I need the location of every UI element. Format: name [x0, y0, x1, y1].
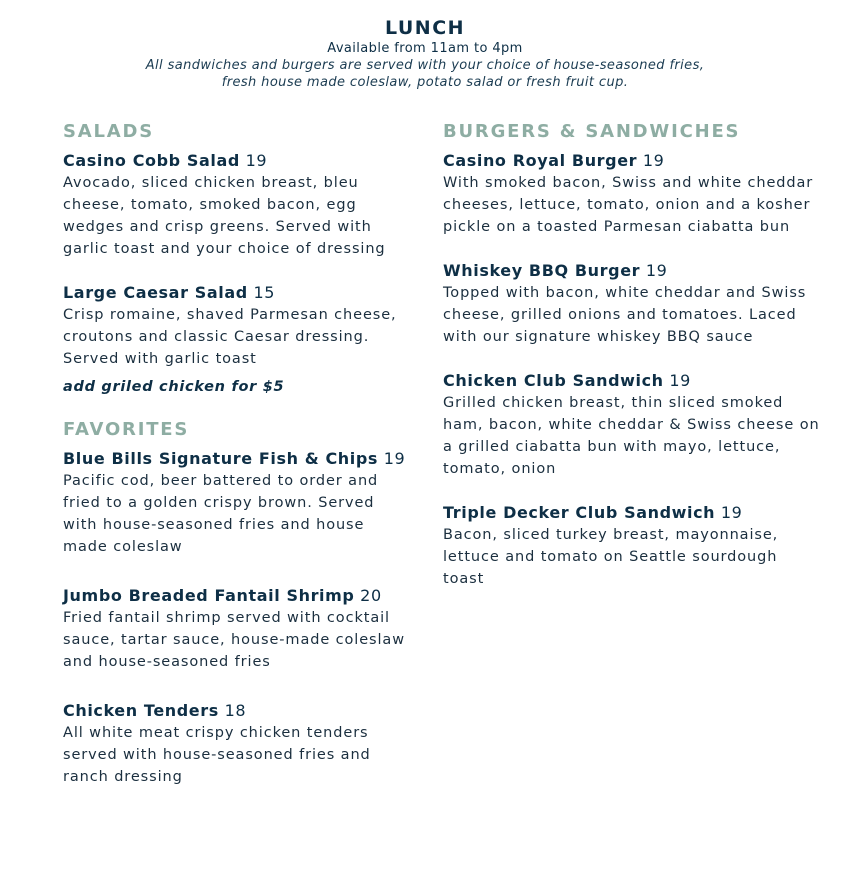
- section-salads: [63, 120, 408, 398]
- item-description: Topped with bacon, white cheddar and Swiss cheese, grilled onions and tomatoes. Laced with our signature whiskey BBQ sauce: [443, 285, 807, 345]
- menu-item: [63, 700, 408, 788]
- item-name: Casino Cobb Salad: [63, 151, 240, 170]
- item-name: Triple Decker Club Sandwich: [443, 503, 716, 522]
- menu-item: [63, 448, 408, 558]
- left-column: [63, 120, 408, 810]
- addon-note: add griled chicken for $5: [63, 379, 285, 395]
- item-description: Bacon, sliced turkey breast, mayonnaise, lettuce and tomato on Seattle sourdough toast: [443, 527, 779, 587]
- menu-availability: Available from 11am to 4pm: [327, 41, 523, 56]
- item-price: 19: [642, 151, 665, 170]
- item-name: Whiskey BBQ Burger: [443, 261, 641, 280]
- section-title-favorites: FAVORITES: [63, 419, 190, 440]
- item-description: Pacific cod, beer battered to order and fried to a golden crispy brown. Served with house-seasoned fries and house made coleslaw: [63, 473, 379, 555]
- item-price: 19: [669, 371, 691, 390]
- menu-title: LUNCH: [384, 17, 466, 39]
- menu-item: [443, 502, 823, 590]
- item-price: 19: [383, 449, 406, 468]
- item-name: Blue Bills Signature Fish & Chips: [63, 449, 379, 468]
- section-favorites: [63, 418, 408, 788]
- section-title-salads: SALADS: [63, 121, 155, 142]
- menu-item: [443, 150, 823, 238]
- menu-item: [63, 282, 408, 370]
- item-name: Jumbo Breaded Fantail Shrimp: [63, 586, 355, 605]
- item-price: 20: [360, 586, 382, 605]
- section-title-burgers: BURGERS & SANDWICHES: [443, 121, 741, 142]
- section-burgers: [443, 120, 823, 590]
- item-price: 18: [224, 701, 247, 720]
- item-price: 19: [245, 151, 268, 170]
- item-description: Fried fantail shrimp served with cocktail sauce, tartar sauce, house-made coleslaw and house-seasoned fries: [63, 610, 405, 670]
- item-description: Grilled chicken breast, thin sliced smoked ham, bacon, white cheddar & Swiss cheese on a grilled ciabatta bun with mayo, lettuce, tomato, onion: [443, 395, 820, 477]
- item-name: Chicken Club Sandwich: [443, 371, 664, 390]
- menu-item: [63, 150, 408, 260]
- item-name: Chicken Tenders: [63, 701, 219, 720]
- menu-note-line-1: All sandwiches and burgers are served with your choice of house-seasoned fries,: [145, 58, 705, 73]
- menu-header: [0, 16, 850, 91]
- item-name: Large Caesar Salad: [63, 283, 248, 302]
- item-name: Casino Royal Burger: [443, 151, 638, 170]
- item-description: Crisp romaine, shaved Parmesan cheese, croutons and classic Caesar dressing. Served with garlic toast: [63, 307, 397, 367]
- item-description: All white meat crispy chicken tenders served with house-seasoned fries and ranch dressing: [63, 725, 371, 785]
- item-price: 15: [253, 283, 276, 302]
- menu-item: [443, 370, 823, 480]
- item-price: 19: [720, 503, 743, 522]
- right-column: [443, 120, 823, 612]
- item-description: With smoked bacon, Swiss and white cheddar cheeses, lettuce, tomato, onion and a kosher pickle on a toasted Parmesan ciabatta bun: [443, 175, 814, 235]
- menu-note-line-2: fresh house made coleslaw, potato salad or fresh fruit cup.: [221, 75, 629, 90]
- menu-item: [63, 585, 408, 673]
- menu-item: [443, 260, 823, 348]
- item-description: Avocado, sliced chicken breast, bleu cheese, tomato, smoked bacon, egg wedges and crisp greens. Served with garlic toast and your choice of dressing: [63, 175, 386, 257]
- item-price: 19: [645, 261, 668, 280]
